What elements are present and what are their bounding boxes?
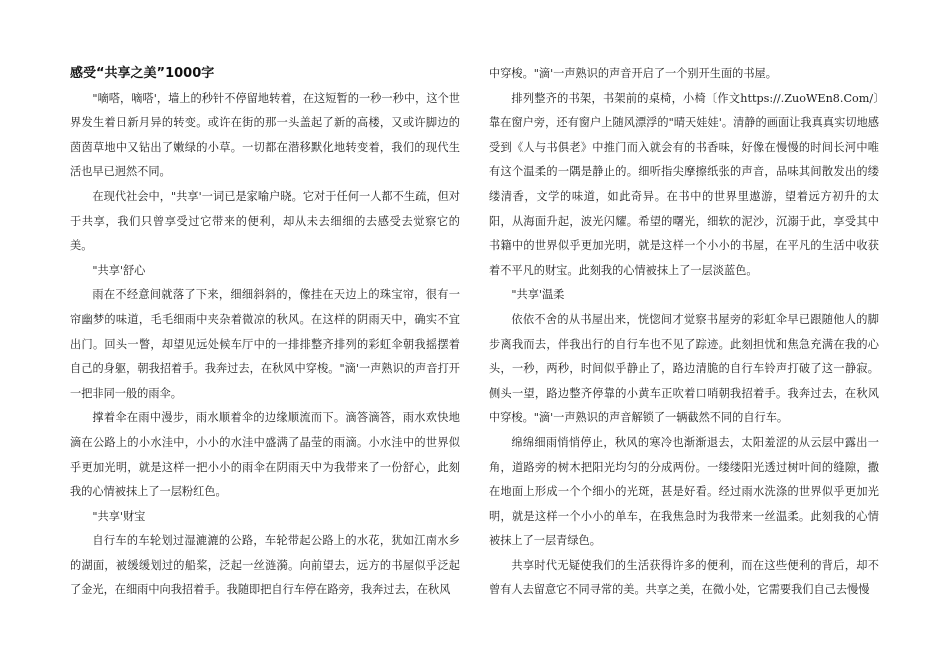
left-column xyxy=(70,62,460,603)
paragraph-bookhouse: 排列整齐的书架，书架前的桌椅，小椅〔作文https://.ZuoWEn8.Com/〕靠在窗户旁，还有窗户上随风漂浮的"晴天娃娃'。清静的画面让我真真实切地感受到《人与书俱老》中推门而入就会有的书香味，好像在慢慢的时间长河中唯有这个温柔的一隅是静止的。细听指尖摩擦纸张的声音，品味其间散发出的缕缕清香，文学的味道，如此奇异。在书中的世界里遨游，望着远方初升的太阳，从海面升起，波光闪耀。希望的曙光，细软的泥沙，沉溺于此，享受其中书籍中的世界似乎更加光明，就是这样一个小小的书屋，在平凡的生活中收获着不平凡的财宝。此刻我的心情被抹上了一层淡蓝色。 xyxy=(489,91,879,277)
paragraph-sunshine: 绵绵细雨悄悄停止，秋风的寒冷也渐渐退去，太阳羞涩的从云层中露出一角，道路旁的树木把阳光均匀的分成两份。一缕缕阳光透过树叶间的缝隙，撒在地面上形成一个个细小的光斑，甚是好看。经过雨水洗涤的世界似乎更加光明，就是这样一个小小的单车，在我焦急时为我带来一丝温柔。此刻我的心情被抹上了一层青绿色。 xyxy=(489,435,879,548)
article-title: 感受“共享之美”1000字 xyxy=(70,66,215,81)
section-heading-gentleness: "共享'温柔 xyxy=(511,288,565,302)
paragraph-intro: "嘀嗒，嘀嗒'，墙上的秒针不停留地转着，在这短暂的一秒一秒中，这个世界发生着日新月异的转变。或许在街的那一头盖起了新的高楼，又或许脚边的茵茵草地中又钻出了嫩绿的小草。一切都在潜移默化地转变着，我们的现代生活也早已迥然不同。 xyxy=(70,91,460,179)
paragraph-rain: 雨在不经意间就落了下来，细细斜斜的，像挂在天边上的珠宝帘，很有一帘幽梦的味道，毛毛细雨中夹杂着微凉的秋风。在这样的阴雨天中，确实不宜出门。回头一瞥，却望见远处候车厅中的一排排整齐排列的彩虹伞朝我摇摆着自己的身躯，朝我招着手。我奔过去，在秋风中穿梭。"滴'一声熟识的声音打开一把非同一般的雨伞。 xyxy=(70,288,460,400)
paragraph-bicycle-continued: 中穿梭。"滴'一声熟识的声音开启了一个别开生面的书屋。 xyxy=(489,67,777,80)
right-column xyxy=(489,62,879,603)
paragraph-sharing-concept: 在现代社会中，"共享'一词已是家喻户晓。它对于任何一人都不生疏，但对于共享，我们只曾享受过它带来的便利，却从未去细细的去感受去觉察它的美。 xyxy=(70,189,460,253)
paragraph-umbrella-walk: 撑着伞在雨中漫步，雨水顺着伞的边缘顺流而下。滴答滴答，雨水欢快地滴在公路上的小水洼中，小小的水洼中盛满了晶莹的雨滴。小水洼中的世界似乎更加光明，就是这样一把小小的雨伞在阴雨天中为我带来了一份舒心，此刻我的心情被抹上了一层粉红色。 xyxy=(70,411,460,499)
paragraph-conclusion: 共享时代无疑使我们的生活获得许多的便利，而在这些便利的背后，却不曾有人去留意它不同寻常的美。共享之美，在微小处，它需要我们自己去慢慢 xyxy=(489,558,879,597)
paragraph-leaving-bookhouse: 依依不舍的从书屋出来，恍惚间才觉察书屋旁的彩虹伞早已跟随他人的脚步离我而去，伴我出行的自行车也不见了踪迹。此刻担忧和焦急充满在我的心头，一秒，两秒，时间似乎静止了，路边清脆的自行车铃声打破了这一静寂。侧头一望，路边整齐停靠的小黄车正吹着口哨朝我招着手。我奔过去，在秋风中穿梭。"滴'一声熟识的声音解锁了一辆截然不同的自行车。 xyxy=(489,312,879,425)
section-heading-comfort: "共享'舒心 xyxy=(92,263,146,277)
section-heading-treasure: "共享'财宝 xyxy=(92,509,146,523)
paragraph-bicycle: 自行车的车轮划过湿漉漉的公路，车轮带起公路上的水花，犹如江南水乡的湖面，被缓缓划过的船桨，泛起一丝涟漪。向前望去，远方的书屋似乎泛起了金光，在细雨中向我招着手。我随即把自行车停在路旁，我奔过去，在秋风 xyxy=(70,534,460,597)
